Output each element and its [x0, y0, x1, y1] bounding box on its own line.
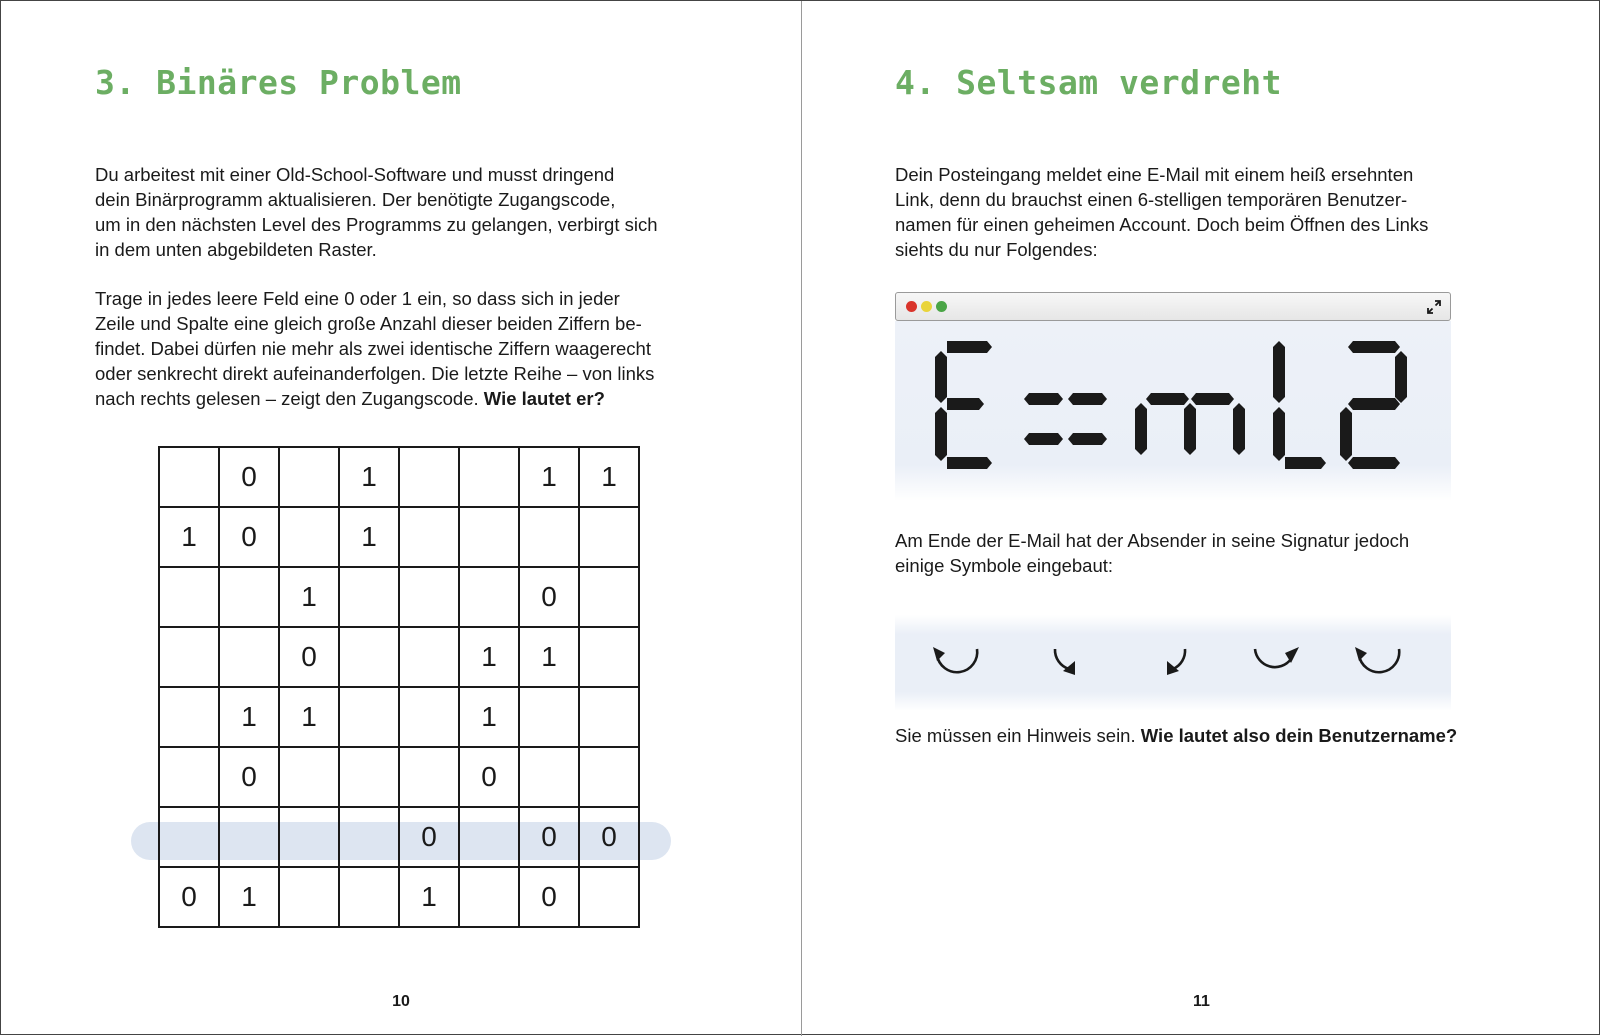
grid-row [159, 867, 639, 927]
grid-cell[interactable] [219, 627, 279, 687]
grid-cell: 0 [459, 747, 519, 807]
grid-cell: 0 [279, 627, 339, 687]
segment [1068, 393, 1107, 405]
segment [1024, 433, 1063, 445]
segment [947, 341, 992, 353]
turn-down-left-icon [1153, 643, 1209, 683]
grid-cell[interactable] [339, 867, 399, 927]
segment [1233, 403, 1245, 455]
grid-cell[interactable] [279, 867, 339, 927]
grid-cell[interactable] [399, 747, 459, 807]
segment [1348, 398, 1400, 410]
grid-cell[interactable] [339, 627, 399, 687]
text-line [895, 723, 1457, 748]
grid-cell[interactable] [159, 807, 219, 867]
text-line: Am Ende der E-Mail hat der Absender in seine Signatur jedoch [895, 530, 1410, 551]
segment [935, 407, 947, 461]
grid-cell: 0 [399, 807, 459, 867]
grid-cell: 1 [159, 507, 219, 567]
text-line: Du arbeitest mit einer Old-School-Software und musst dringend [95, 164, 615, 185]
grid-row [159, 687, 639, 747]
text-line: Dein Posteingang meldet eine E-Mail mit einem heiß ersehnten [895, 164, 1414, 185]
grid-cell[interactable] [579, 867, 639, 927]
grid-cell[interactable] [279, 807, 339, 867]
page-number: 10 [392, 993, 410, 1010]
grid-row [159, 747, 639, 807]
question-text: Wie lautet er? [483, 388, 605, 409]
grid-cell[interactable] [339, 807, 399, 867]
turn-down-right-icon [1047, 643, 1103, 683]
grid-cell[interactable] [579, 747, 639, 807]
grid-cell: 1 [279, 687, 339, 747]
grid-cell[interactable] [579, 627, 639, 687]
intro-paragraph [95, 162, 658, 262]
grid-cell: 1 [579, 447, 639, 507]
text-line: dein Binärprogramm aktualisieren. Der benötigte Zugangscode, [95, 189, 616, 210]
grid-row [159, 447, 639, 507]
text-segment: Sie müssen ein Hinweis sein. [895, 725, 1136, 746]
grid-cell[interactable] [159, 567, 219, 627]
segment [1024, 393, 1063, 405]
grid-cell[interactable] [579, 567, 639, 627]
grid-cell: 1 [219, 687, 279, 747]
grid-cell[interactable] [159, 447, 219, 507]
segment [1395, 351, 1407, 403]
grid-row [159, 567, 639, 627]
grid-row [159, 627, 639, 687]
seven-segment-display [895, 321, 1451, 501]
grid-cell[interactable] [459, 867, 519, 927]
grid-cell: 0 [219, 747, 279, 807]
maximize-window-icon[interactable] [936, 301, 947, 312]
grid-cell[interactable] [399, 627, 459, 687]
page-title: 4. Seltsam verdreht [895, 63, 1282, 102]
grid-cell: 0 [519, 867, 579, 927]
segment [1135, 403, 1147, 455]
text-line: Zeile und Spalte eine gleich große Anzahl dieser beiden Ziffern be- [95, 313, 642, 334]
segment [935, 351, 947, 403]
question-text: Wie lautet also dein Benutzername? [1140, 725, 1458, 746]
text-line: in dem unten abgebildeten Raster. [95, 239, 377, 260]
grid-cell: 1 [399, 867, 459, 927]
grid-cell[interactable] [399, 567, 459, 627]
grid-row [159, 807, 639, 867]
display-text: E==mL2 [905, 333, 909, 334]
grid-cell: 0 [519, 567, 579, 627]
grid-cell: 0 [579, 807, 639, 867]
grid-cell[interactable] [339, 687, 399, 747]
grid-cell[interactable] [279, 507, 339, 567]
minimize-window-icon[interactable] [921, 301, 932, 312]
text-line: namen für einen geheimen Account. Doch beim Öffnen des Links [895, 214, 1429, 235]
grid-cell[interactable] [159, 687, 219, 747]
segment [947, 457, 992, 469]
text-line: Trage in jedes leere Feld eine 0 oder 1 ein, so dass sich in jeder [95, 288, 620, 309]
page-title: 3. Binäres Problem [95, 63, 462, 102]
grid-cell: 0 [159, 867, 219, 927]
signature-paragraph [895, 528, 1409, 578]
segment [947, 398, 984, 410]
grid-cell: 1 [519, 447, 579, 507]
grid-cell: 0 [519, 807, 579, 867]
text-line: Link, denn du brauchst einen 6-stelligen temporären Benutzer- [895, 189, 1408, 210]
grid-cell[interactable] [399, 447, 459, 507]
text-line: oder senkrecht direkt aufeinanderfolgen. Die letzte Reihe – von links [95, 363, 655, 384]
page-number: 11 [1193, 993, 1210, 1010]
segment [1285, 457, 1326, 469]
grid-cell[interactable] [339, 567, 399, 627]
grid-cell[interactable] [519, 687, 579, 747]
grid-cell[interactable] [279, 747, 339, 807]
browser-window [895, 292, 1451, 502]
grid-cell: 0 [219, 447, 279, 507]
segment [1191, 393, 1234, 405]
intro-paragraph [895, 162, 1428, 262]
grid-cell[interactable] [159, 747, 219, 807]
segment [1348, 457, 1400, 469]
grid-cell: 1 [219, 867, 279, 927]
grid-cell: 0 [219, 507, 279, 567]
grid-cell[interactable] [219, 567, 279, 627]
grid-cell[interactable] [459, 507, 519, 567]
segment [1340, 407, 1352, 461]
segment [1184, 403, 1196, 455]
grid-cell[interactable] [339, 747, 399, 807]
signature-symbols [895, 615, 1451, 711]
grid-cell: 1 [459, 687, 519, 747]
rotate-ccw-icon [931, 643, 987, 683]
segment [1348, 341, 1400, 353]
grid-cell: 1 [519, 627, 579, 687]
browser-title-bar [895, 292, 1451, 321]
segment [1146, 393, 1189, 405]
text-line [95, 386, 654, 411]
grid-cell: 1 [279, 567, 339, 627]
grid-cell[interactable] [579, 687, 639, 747]
right-page [802, 1, 1600, 1036]
grid-cell[interactable] [159, 627, 219, 687]
expand-icon[interactable] [1426, 299, 1442, 315]
text-line: um in den nächsten Level des Programms zu gelangen, verbirgt sich [95, 214, 658, 235]
close-window-icon[interactable] [906, 301, 917, 312]
grid-cell[interactable] [399, 507, 459, 567]
grid-cell: 1 [459, 627, 519, 687]
grid-cell[interactable] [459, 807, 519, 867]
grid-cell[interactable] [519, 747, 579, 807]
grid-cell: 1 [339, 507, 399, 567]
segment [1273, 341, 1285, 403]
grid-row [159, 507, 639, 567]
grid-cell[interactable] [579, 507, 639, 567]
binary-grid [158, 446, 640, 928]
text-line: findet. Dabei dürfen nie mehr als zwei identische Ziffern waagerecht [95, 338, 651, 359]
segment-display-svg [895, 321, 1451, 501]
text-line: siehts du nur Folgendes: [895, 239, 1098, 260]
text-line: einige Symbole eingebaut: [895, 555, 1114, 576]
grid-cell[interactable] [519, 507, 579, 567]
segment [1068, 433, 1107, 445]
grid-cell[interactable] [399, 687, 459, 747]
segment [1273, 407, 1285, 461]
grid-cell[interactable] [219, 807, 279, 867]
left-page [1, 1, 801, 1036]
grid-cell[interactable] [279, 447, 339, 507]
grid-cell: 1 [339, 447, 399, 507]
text-segment: nach rechts gelesen – zeigt den Zugangscode. [95, 388, 479, 409]
closing-paragraph [895, 723, 1457, 748]
rotate-ccw-icon [1353, 643, 1409, 683]
instruction-paragraph [95, 286, 654, 411]
grid-cell[interactable] [459, 447, 519, 507]
grid-cell[interactable] [459, 567, 519, 627]
rotate-cw-icon [1251, 643, 1307, 683]
